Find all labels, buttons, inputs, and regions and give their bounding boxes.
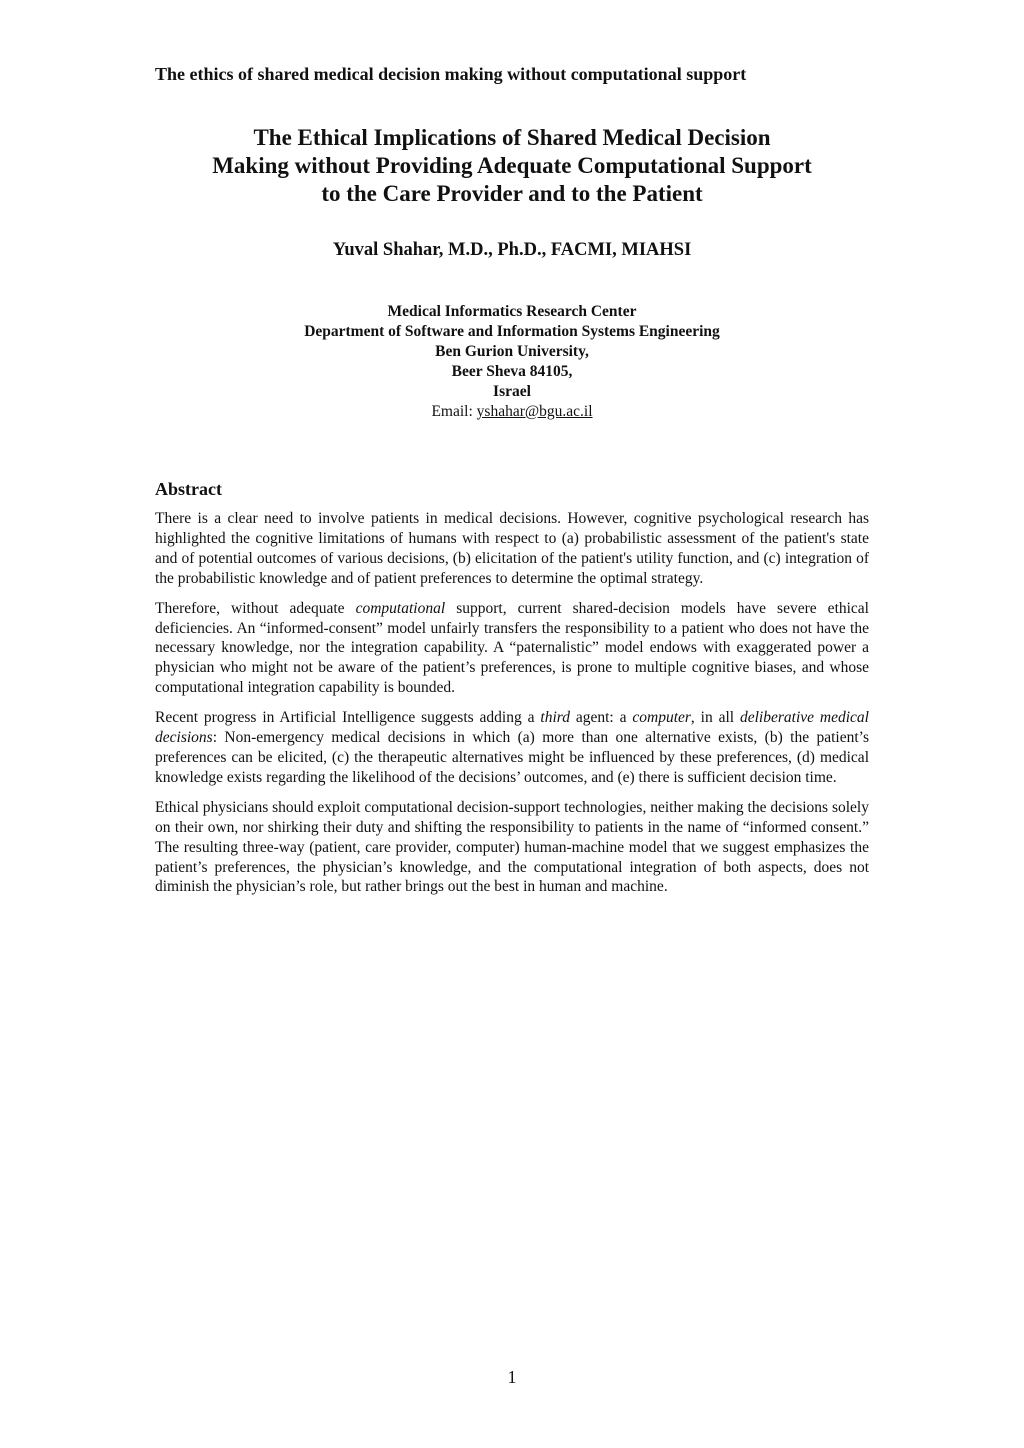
affiliation-university: Ben Gurion University, <box>435 343 589 360</box>
p3-text-d: : Non-emergency medical decisions in which (a) more than one alternative exists, (b) the patient’s preferences can be elicited, (c) the therapeutic alternatives might be influenced by these preferences, (d) medical knowledge exists regarding the likelihood of the decisions’ outcomes, and (e) there is sufficient decision time. <box>155 729 869 786</box>
author-name: Yuval Shahar, M.D., Ph.D., FACMI, MIAHSI <box>332 240 692 260</box>
affiliation-department: Department of Software and Information Systems Engineering <box>304 323 720 340</box>
email-link[interactable]: yshahar@bgu.ac.il <box>476 403 593 420</box>
abstract-paragraph-1: There is a clear need to involve patients in medical decisions. However, cognitive psychological research has highlighted the cognitive limitations of humans with respect to (a) probabilistic assessment of the patient's state and of potential outcomes of various decisions, (b) elicitation of the patient's utility function, and (c) integration of the probabilistic knowledge and of patient preferences to determine the optimal strategy. <box>155 510 869 587</box>
abstract-heading: Abstract <box>155 479 222 499</box>
email-label: Email: <box>431 403 477 420</box>
title-line-1: The Ethical Implications of Shared Medical Decision <box>253 125 771 150</box>
p2-emphasis: computational <box>355 599 446 617</box>
p3-emphasis-2: computer <box>632 709 691 727</box>
affiliation-center: Medical Informatics Research Center <box>387 303 637 320</box>
abstract-paragraph-2 <box>155 599 869 699</box>
title-line-2: Making without Providing Adequate Computational Support <box>212 153 812 178</box>
email-line <box>100 402 924 422</box>
title-line-3: to the Care Provider and to the Patient <box>321 181 703 206</box>
p2-text-a: Therefore, without adequate <box>155 599 356 617</box>
p3-text-a: Recent progress in Artificial Intelligence suggests adding a <box>155 709 541 727</box>
affiliation-country: Israel <box>493 383 531 400</box>
p3-emphasis-3: deliberative medical decisions <box>155 709 869 747</box>
affiliation-city: Beer Sheva 84105, <box>451 363 573 380</box>
affiliation-block <box>100 302 924 422</box>
abstract-body <box>155 509 869 907</box>
p3-text-c: , in all <box>690 709 740 727</box>
page-number: 1 <box>507 1367 517 1387</box>
running-header: The ethics of shared medical decision making without computational support <box>155 64 747 84</box>
p3-text-b: agent: a <box>569 709 633 727</box>
abstract-paragraph-3 <box>155 708 869 788</box>
p2-text-b: support, current shared-decision models have severe ethical deficiencies. An “informed-consent” model unfairly transfers the responsibility to a patient who does not have the necessary knowledge, nor the integration capability. A “paternalistic” model endows with exaggerated power a physician who might not be aware of the patient’s preferences, is prone to multiple cognitive biases, and whose computational integration capability is bounded. <box>155 599 869 697</box>
p3-emphasis-1: third <box>540 709 570 727</box>
abstract-paragraph-4: Ethical physicians should exploit computational decision-support technologies, neither making the decisions solely on their own, nor shirking their duty and shifting the responsibility to patients in the name of “informed consent.” The resulting three-way (patient, care provider, computer) human-machine model that we suggest emphasizes the patient’s preferences, the physician’s knowledge, and the computational integration of both aspects, does not diminish the physician’s role, but rather brings out the best in human and machine. <box>155 798 869 896</box>
paper-title <box>100 124 924 208</box>
